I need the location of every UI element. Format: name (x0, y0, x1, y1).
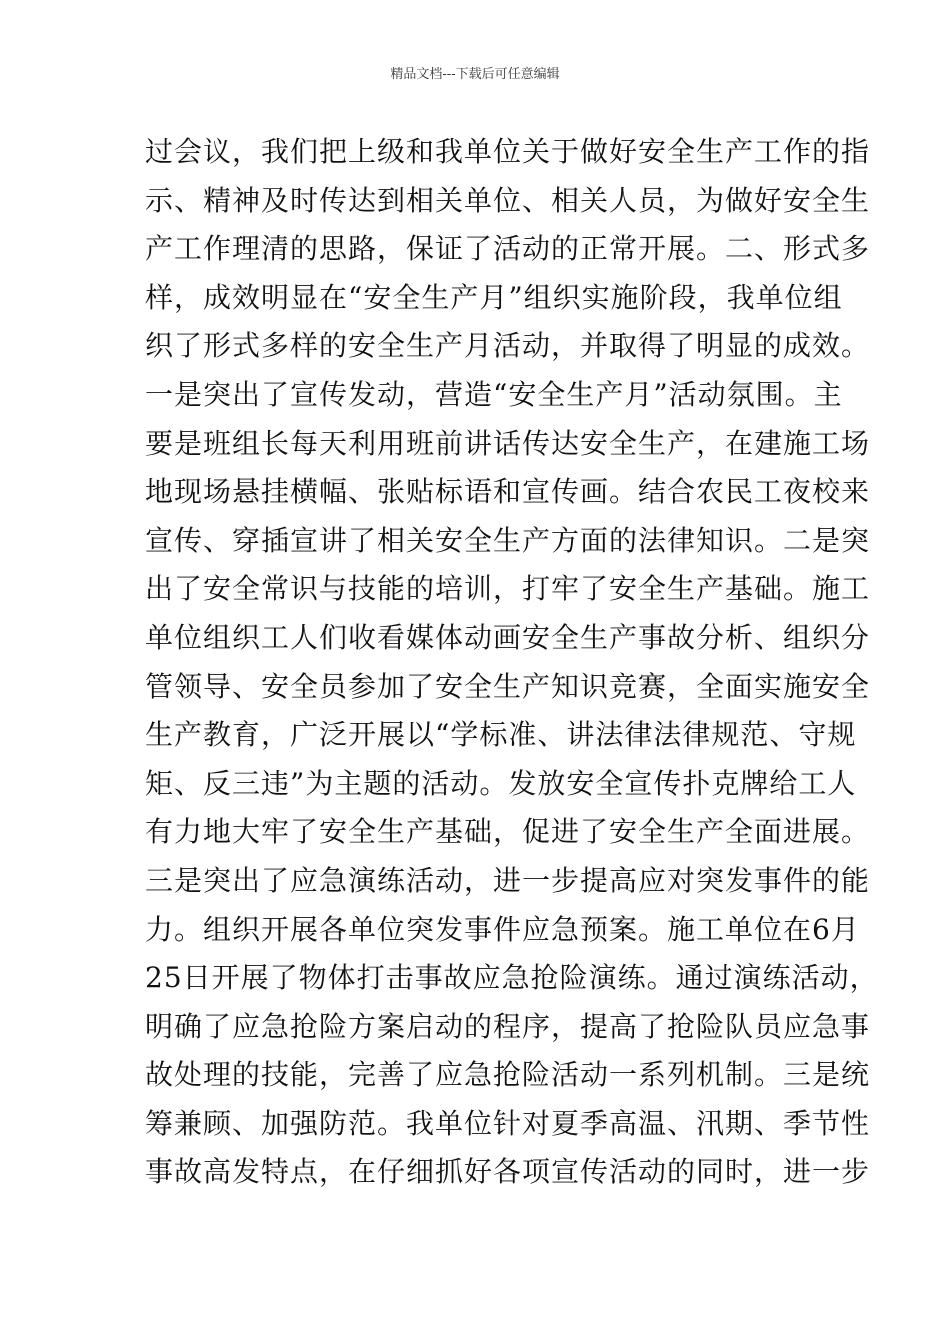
text-line: 产工作理清的思路，保证了活动的正常开展。二、形式多 (145, 232, 871, 266)
text-line: 织了形式多样的安全生产月活动，并取得了明显的成效。 (145, 329, 871, 363)
text-line: 管领导、安全员参加了安全生产知识竞赛，全面实施安全 (145, 669, 871, 703)
text-line: 筹兼顾、加强防范。我单位针对夏季高温、汛期、季节性 (145, 1106, 871, 1140)
text-line: 力。组织开展各单位突发事件应急预案。施工单位在6月 (145, 912, 860, 946)
text-line: 单位组织工人们收看媒体动画安全生产事故分析、组织分 (145, 620, 871, 654)
text-line: 过会议，我们把上级和我单位关于做好安全生产工作的指 (145, 135, 871, 168)
page-header: 精品文档---下载后可任意编辑 (390, 67, 560, 82)
text-line: 矩、反三违”为主题的活动。发放安全宣传扑克牌给工人 (145, 766, 857, 800)
text-line: 宣传、穿插宣讲了相关安全生产方面的法律知识。二是突 (145, 523, 871, 557)
text-line: 明确了应急抢险方案启动的程序，提高了抢险队员应急事 (145, 1009, 871, 1043)
body-text (145, 128, 879, 1197)
text-line: 故处理的技能，完善了应急抢险活动一系列机制。三是统 (145, 1058, 871, 1092)
text-line: 样，成效明显在“安全生产月”组织实施阶段，我单位组 (145, 280, 843, 314)
text-line: 三是突出了应急演练活动，进一步提高应对突发事件的能 (145, 863, 871, 897)
text-line: 有力地大牢了安全生产基础，促进了安全生产全面进展。 (145, 815, 871, 849)
text-line: 要是班组长每天利用班前讲话传达安全生产，在建施工场 (145, 426, 871, 460)
text-line: 25日开展了物体打击事故应急抢险演练。通过演练活动， (145, 961, 879, 995)
text-line: 事故高发特点，在仔细抓好各项宣传活动的同时，进一步 (145, 1155, 871, 1189)
text-line: 一是突出了宣传发动，营造“安全生产月”活动氛围。主 (145, 377, 843, 411)
text-line: 出了安全常识与技能的培训，打牢了安全生产基础。施工 (145, 572, 871, 606)
text-line: 地现场悬挂横幅、张贴标语和宣传画。结合农民工夜校来 (145, 475, 871, 509)
text-line: 示、精神及时传达到相关单位、相关人员，为做好安全生 (145, 183, 871, 217)
text-line: 生产教育，广泛开展以“学标准、讲法律法律规范、守规 (145, 718, 857, 752)
